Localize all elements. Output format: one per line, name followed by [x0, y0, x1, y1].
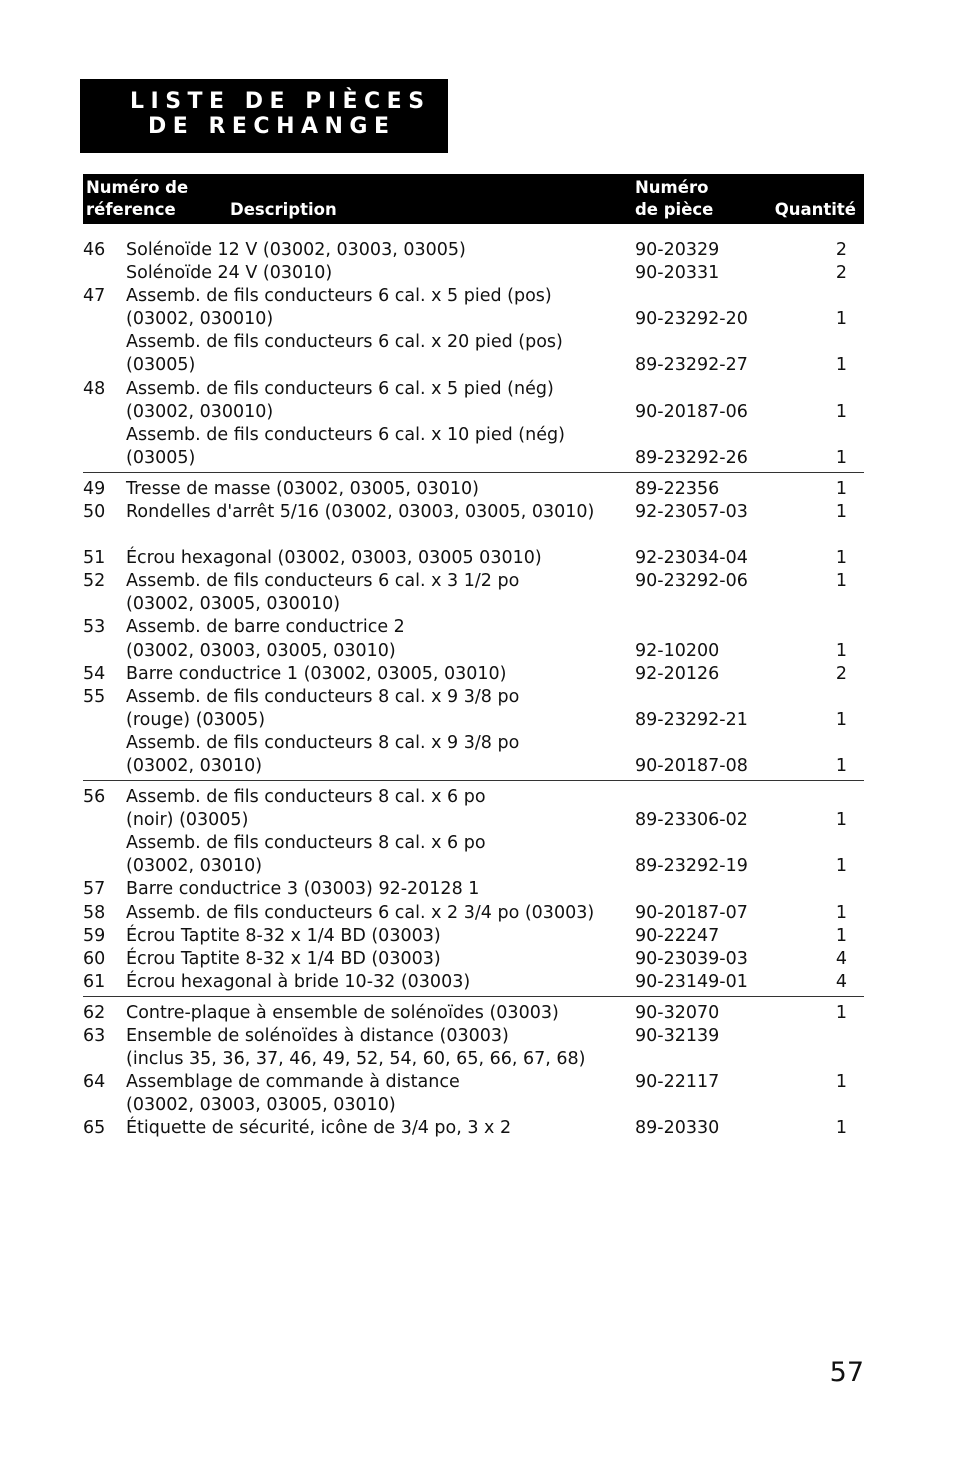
ref-number-cell: 48: [83, 378, 106, 399]
table-row: [83, 262, 864, 285]
table-row: [83, 902, 864, 925]
table-row: [83, 616, 864, 639]
description-cell: Solénoïde 24 V (03010): [126, 263, 333, 284]
description-cell: Étiquette de sécurité, icône de 3/4 po, 3 x 2: [126, 1118, 512, 1139]
table-row: [83, 1071, 864, 1094]
quantity-cell: 1: [835, 1118, 847, 1139]
quantity-cell: 1: [835, 1072, 847, 1093]
page-number: 57: [829, 1357, 864, 1388]
description-cell: (03002, 03005, 030010): [126, 594, 341, 615]
part-number-cell: 90-23149-01: [635, 971, 748, 992]
description-cell: Contre-plaque à ensemble de solénoïdes (03003): [126, 1002, 559, 1023]
quantity-cell: 4: [835, 948, 847, 969]
part-number-cell: 90-32139: [635, 1026, 720, 1046]
table-row: [83, 948, 864, 971]
part-number-cell: 90-20187-06: [635, 401, 748, 422]
quantity-cell: 1: [835, 447, 847, 468]
header-part-line-1: Numéro: [635, 178, 709, 197]
part-number-cell: 92-10200: [635, 640, 720, 661]
description-cell: Assemb. de barre conductrice 2: [126, 617, 405, 638]
ref-number-cell: 63: [83, 1026, 106, 1046]
parts-list: [83, 239, 864, 1140]
ref-number-cell: 47: [83, 286, 106, 307]
quantity-cell: 1: [835, 548, 847, 569]
table-row: [83, 971, 864, 994]
part-number-cell: 90-20187-07: [635, 902, 748, 923]
ref-number-cell: 61: [83, 971, 106, 992]
quantity-cell: 1: [835, 478, 847, 499]
quantity-cell: 4: [835, 971, 847, 992]
description-cell: Rondelles d'arrêt 5/16 (03002, 03003, 03005, 03010): [126, 502, 595, 523]
description-cell: Solénoïde 12 V (03002, 03003, 03005): [126, 240, 466, 260]
part-number-cell: 89-23306-02: [635, 810, 748, 831]
ref-number-cell: 56: [83, 787, 106, 808]
quantity-cell: 1: [835, 925, 847, 946]
header-ref-line-1: Numéro de: [86, 178, 189, 197]
table-row: [83, 501, 864, 524]
section-title-line-2: DE RECHANGE: [148, 114, 396, 139]
table-row: [83, 855, 864, 878]
description-cell: Écrou hexagonal à bride 10-32 (03003): [126, 971, 471, 992]
table-row: [83, 663, 864, 686]
description-cell: (noir) (03005): [126, 810, 249, 831]
table-row: [83, 640, 864, 663]
ref-number-cell: 65: [83, 1118, 106, 1139]
table-row: [83, 755, 864, 778]
quantity-cell: 1: [835, 709, 847, 730]
description-cell: Assemb. de fils conducteurs 8 cal. x 9 3/8 po: [126, 686, 520, 707]
description-cell: Assemb. de fils conducteurs 8 cal. x 6 po: [126, 833, 486, 854]
quantity-cell: 2: [835, 240, 847, 260]
quantity-cell: 1: [835, 1002, 847, 1023]
description-cell: (inclus 35, 36, 37, 46, 49, 52, 54, 60, 65, 66, 67, 68): [126, 1049, 586, 1070]
ref-number-cell: 60: [83, 948, 106, 969]
header-ref-line-2: réference: [86, 200, 176, 219]
table-row: [83, 1025, 864, 1048]
table-row: [83, 1117, 864, 1140]
table-header: [83, 174, 864, 224]
ref-number-cell: 58: [83, 902, 106, 923]
quantity-cell: 1: [835, 902, 847, 923]
header-quantity: Quantité: [774, 200, 856, 219]
table-row: [83, 1094, 864, 1117]
description-cell: (03005): [126, 447, 196, 468]
quantity-cell: 1: [835, 755, 847, 776]
section-title-box: [80, 79, 448, 153]
part-number-cell: 90-20331: [635, 263, 720, 284]
quantity-cell: 2: [835, 263, 847, 284]
table-row: [83, 1002, 864, 1025]
part-number-cell: 90-20187-08: [635, 755, 748, 776]
ref-number-cell: 53: [83, 617, 106, 638]
table-row: [83, 354, 864, 377]
quantity-cell: 1: [835, 810, 847, 831]
table-row: [83, 709, 864, 732]
part-number-cell: 92-23034-04: [635, 548, 748, 569]
part-number-cell: 92-20126: [635, 663, 720, 684]
table-row: [83, 401, 864, 424]
parts-group: [83, 239, 864, 473]
description-cell: (03002, 030010): [126, 401, 274, 422]
description-cell: (03002, 03003, 03005, 03010): [126, 1095, 396, 1116]
table-row: [83, 1048, 864, 1071]
ref-number-cell: 54: [83, 663, 106, 684]
description-cell: Barre conductrice 3 (03003) 92-20128 1: [126, 879, 480, 900]
description-cell: Assemb. de fils conducteurs 6 cal. x 20 pied (pos): [126, 332, 563, 353]
table-row: [83, 378, 864, 401]
table-row: [83, 732, 864, 755]
quantity-cell: 1: [835, 502, 847, 523]
part-number-cell: 92-23057-03: [635, 502, 748, 523]
description-cell: Écrou Taptite 8-32 x 1/4 BD (03003): [126, 948, 441, 969]
table-row: [83, 547, 864, 570]
description-cell: Écrou hexagonal (03002, 03003, 03005 03010): [126, 548, 542, 569]
parts-group: [83, 786, 864, 997]
quantity-cell: 1: [835, 640, 847, 661]
description-cell: Écrou Taptite 8-32 x 1/4 BD (03003): [126, 925, 441, 946]
part-number-cell: 89-23292-27: [635, 355, 748, 376]
part-number-cell: 89-23292-19: [635, 856, 748, 877]
quantity-cell: 1: [835, 309, 847, 330]
table-row: [83, 239, 864, 262]
table-row: [83, 478, 864, 501]
part-number-cell: 89-22356: [635, 478, 720, 499]
table-row: [83, 832, 864, 855]
table-row: [83, 925, 864, 948]
row-spacer: [83, 524, 864, 547]
table-row: [83, 809, 864, 832]
description-cell: (03002, 03010): [126, 856, 263, 877]
table-row: [83, 786, 864, 809]
ref-number-cell: 59: [83, 925, 106, 946]
header-part-line-2: de pièce: [635, 200, 714, 219]
description-cell: (03005): [126, 355, 196, 376]
quantity-cell: 1: [835, 571, 847, 592]
description-cell: Assemb. de fils conducteurs 6 cal. x 5 pied (nég): [126, 378, 554, 399]
table-row: [83, 285, 864, 308]
description-cell: (03002, 03010): [126, 755, 263, 776]
description-cell: Assemb. de fils conducteurs 6 cal. x 10 pied (nég): [126, 424, 565, 445]
quantity-cell: 1: [835, 355, 847, 376]
description-cell: (03002, 030010): [126, 309, 274, 330]
table-row: [83, 447, 864, 470]
table-row: [83, 686, 864, 709]
ref-number-cell: 46: [83, 240, 106, 260]
part-number-cell: 90-23292-20: [635, 309, 748, 330]
description-cell: (rouge) (03005): [126, 709, 266, 730]
ref-number-cell: 49: [83, 478, 106, 499]
part-number-cell: 90-23039-03: [635, 948, 748, 969]
table-row: [83, 570, 864, 593]
section-title-line-1: LISTE DE PIÈCES: [130, 89, 431, 114]
part-number-cell: 90-20329: [635, 240, 720, 260]
ref-number-cell: 57: [83, 879, 106, 900]
description-cell: Assemb. de fils conducteurs 8 cal. x 9 3/8 po: [126, 732, 520, 753]
description-cell: Barre conductrice 1 (03002, 03005, 03010): [126, 663, 507, 684]
description-cell: Assemb. de fils conducteurs 8 cal. x 6 po: [126, 787, 486, 808]
ref-number-cell: 55: [83, 686, 106, 707]
quantity-cell: 1: [835, 856, 847, 877]
description-cell: Assemblage de commande à distance: [126, 1072, 460, 1093]
header-description: Description: [230, 200, 337, 219]
quantity-cell: 2: [835, 663, 847, 684]
part-number-cell: 89-20330: [635, 1118, 720, 1139]
table-row: [83, 878, 864, 901]
part-number-cell: 90-23292-06: [635, 571, 748, 592]
part-number-cell: 90-22247: [635, 925, 720, 946]
parts-group: [83, 478, 864, 781]
part-number-cell: 90-32070: [635, 1002, 720, 1023]
part-number-cell: 89-23292-26: [635, 447, 748, 468]
description-cell: Assemb. de fils conducteurs 6 cal. x 3 1/2 po: [126, 571, 520, 592]
table-row: [83, 424, 864, 447]
ref-number-cell: 64: [83, 1072, 106, 1093]
description-cell: Assemb. de fils conducteurs 6 cal. x 2 3/4 po (03003): [126, 902, 595, 923]
part-number-cell: 90-22117: [635, 1072, 720, 1093]
table-row: [83, 331, 864, 354]
table-row: [83, 308, 864, 331]
ref-number-cell: 51: [83, 548, 106, 569]
ref-number-cell: 50: [83, 502, 106, 523]
description-cell: Ensemble de solénoïdes à distance (03003): [126, 1026, 509, 1046]
quantity-cell: 1: [835, 401, 847, 422]
ref-number-cell: 62: [83, 1002, 106, 1023]
ref-number-cell: 52: [83, 571, 106, 592]
description-cell: Tresse de masse (03002, 03005, 03010): [126, 478, 479, 499]
part-number-cell: 89-23292-21: [635, 709, 748, 730]
parts-group: [83, 1002, 864, 1141]
description-cell: Assemb. de fils conducteurs 6 cal. x 5 pied (pos): [126, 286, 552, 307]
table-row: [83, 593, 864, 616]
description-cell: (03002, 03003, 03005, 03010): [126, 640, 396, 661]
